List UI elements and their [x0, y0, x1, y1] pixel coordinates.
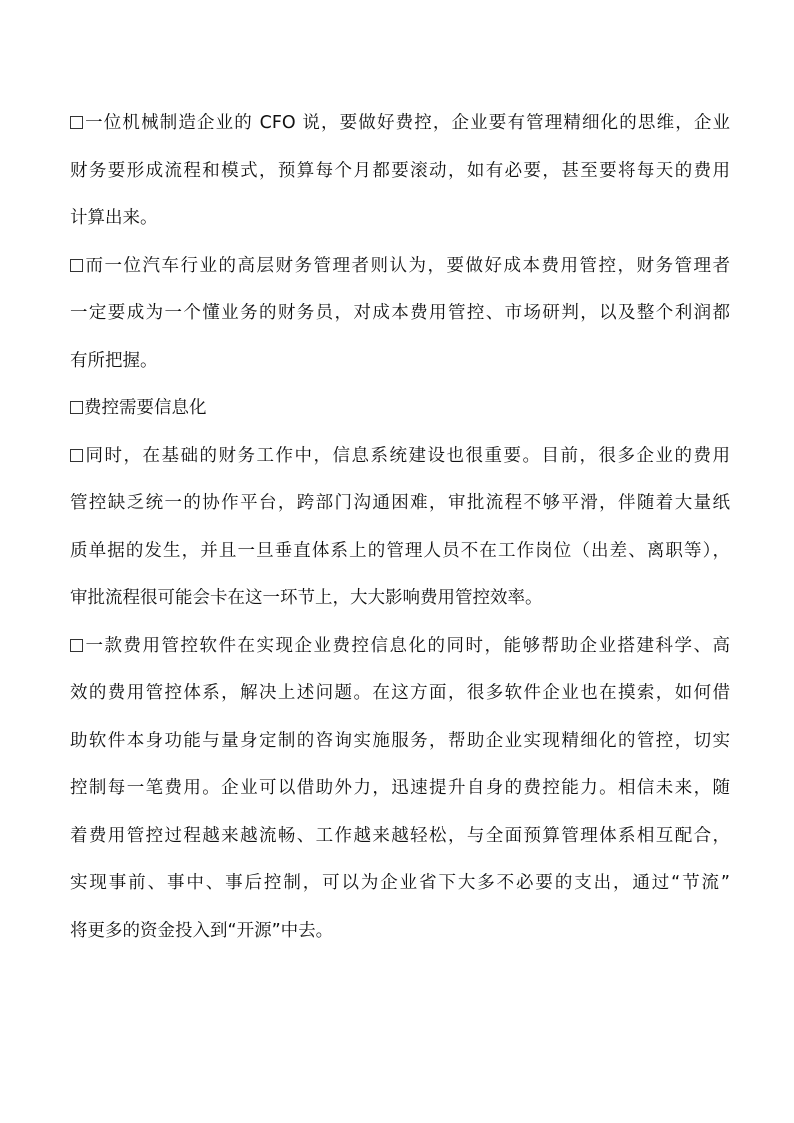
- paragraph-2-line-2: 一定要成为一个懂业务的财务员，对成本费用管控、市场研判，以及整个利润都: [70, 303, 730, 323]
- paragraph-5-line-4: 控制每一笔费用。企业可以借助外力，迅速提升自身的费控能力。相信未来，随: [70, 778, 730, 798]
- paragraph-4-line-4: 审批流程很可能会卡在这一环节上，大大影响费用管控效率。: [70, 588, 543, 608]
- document-body: [70, 103, 730, 958]
- paragraph-5-line-7: 将更多的资金投入到“开源”中去。: [70, 920, 334, 941]
- paragraph-4-line-2: 管控缺乏统一的协作平台，跨部门沟通困难，审批流程不够平滑，伴随着大量纸: [70, 493, 730, 513]
- text-line: 一款费用管控软件在实现企业费控信息化的同时，能够帮助企业搭建科学、高: [84, 635, 730, 656]
- paragraph-5-line-5: 着费用管控过程越来越流畅、工作越来越轻松，与全面预算管理体系相互配合，: [70, 825, 730, 846]
- bullet-box-icon: [70, 449, 83, 462]
- paragraph-2-line-3: 有所把握。: [70, 350, 158, 371]
- paragraph-4-line-1: [70, 436, 730, 476]
- paragraph-4-line-3: 质单据的发生，并且一旦垂直体系上的管理人员不在工作岗位（出差、离职等），: [70, 540, 730, 561]
- bullet-box-icon: [70, 259, 83, 272]
- text-line: 而一位汽车行业的高层财务管理者则认为，要做好成本费用管控，财务管理者: [84, 255, 730, 276]
- section-heading-line: [70, 388, 730, 428]
- paragraph-5-line-6: 实现事前、事中、事后控制，可以为企业省下大多不必要的支出，通过“节流”: [70, 873, 730, 893]
- bullet-box-icon: [70, 401, 83, 414]
- paragraph-1-line-2: 财务要形成流程和模式，预算每个月都要滚动，如有必要，甚至要将每天的费用: [70, 160, 730, 181]
- paragraph-5-line-1: [70, 626, 730, 666]
- paragraph-5-line-2: 效的费用管控体系，解决上述问题。在这方面，很多软件企业也在摸索，如何借: [70, 683, 730, 703]
- text-line: 同时，在基础的财务工作中，信息系统建设也很重要。目前，很多企业的费用: [84, 445, 730, 466]
- paragraph-1-line-1: [70, 103, 730, 143]
- paragraph-2-line-1: [70, 246, 730, 286]
- paragraph-1-line-3: 计算出来。: [70, 208, 158, 228]
- paragraph-5-line-3: 助软件本身功能与量身定制的咨询实施服务，帮助企业实现精细化的管控，切实: [70, 730, 730, 751]
- section-heading: 费控需要信息化: [84, 398, 207, 418]
- bullet-box-icon: [70, 116, 83, 129]
- text-line: 一位机械制造企业的 CFO 说，要做好费控，企业要有管理精细化的思维，企业: [84, 113, 730, 133]
- bullet-box-icon: [70, 639, 83, 652]
